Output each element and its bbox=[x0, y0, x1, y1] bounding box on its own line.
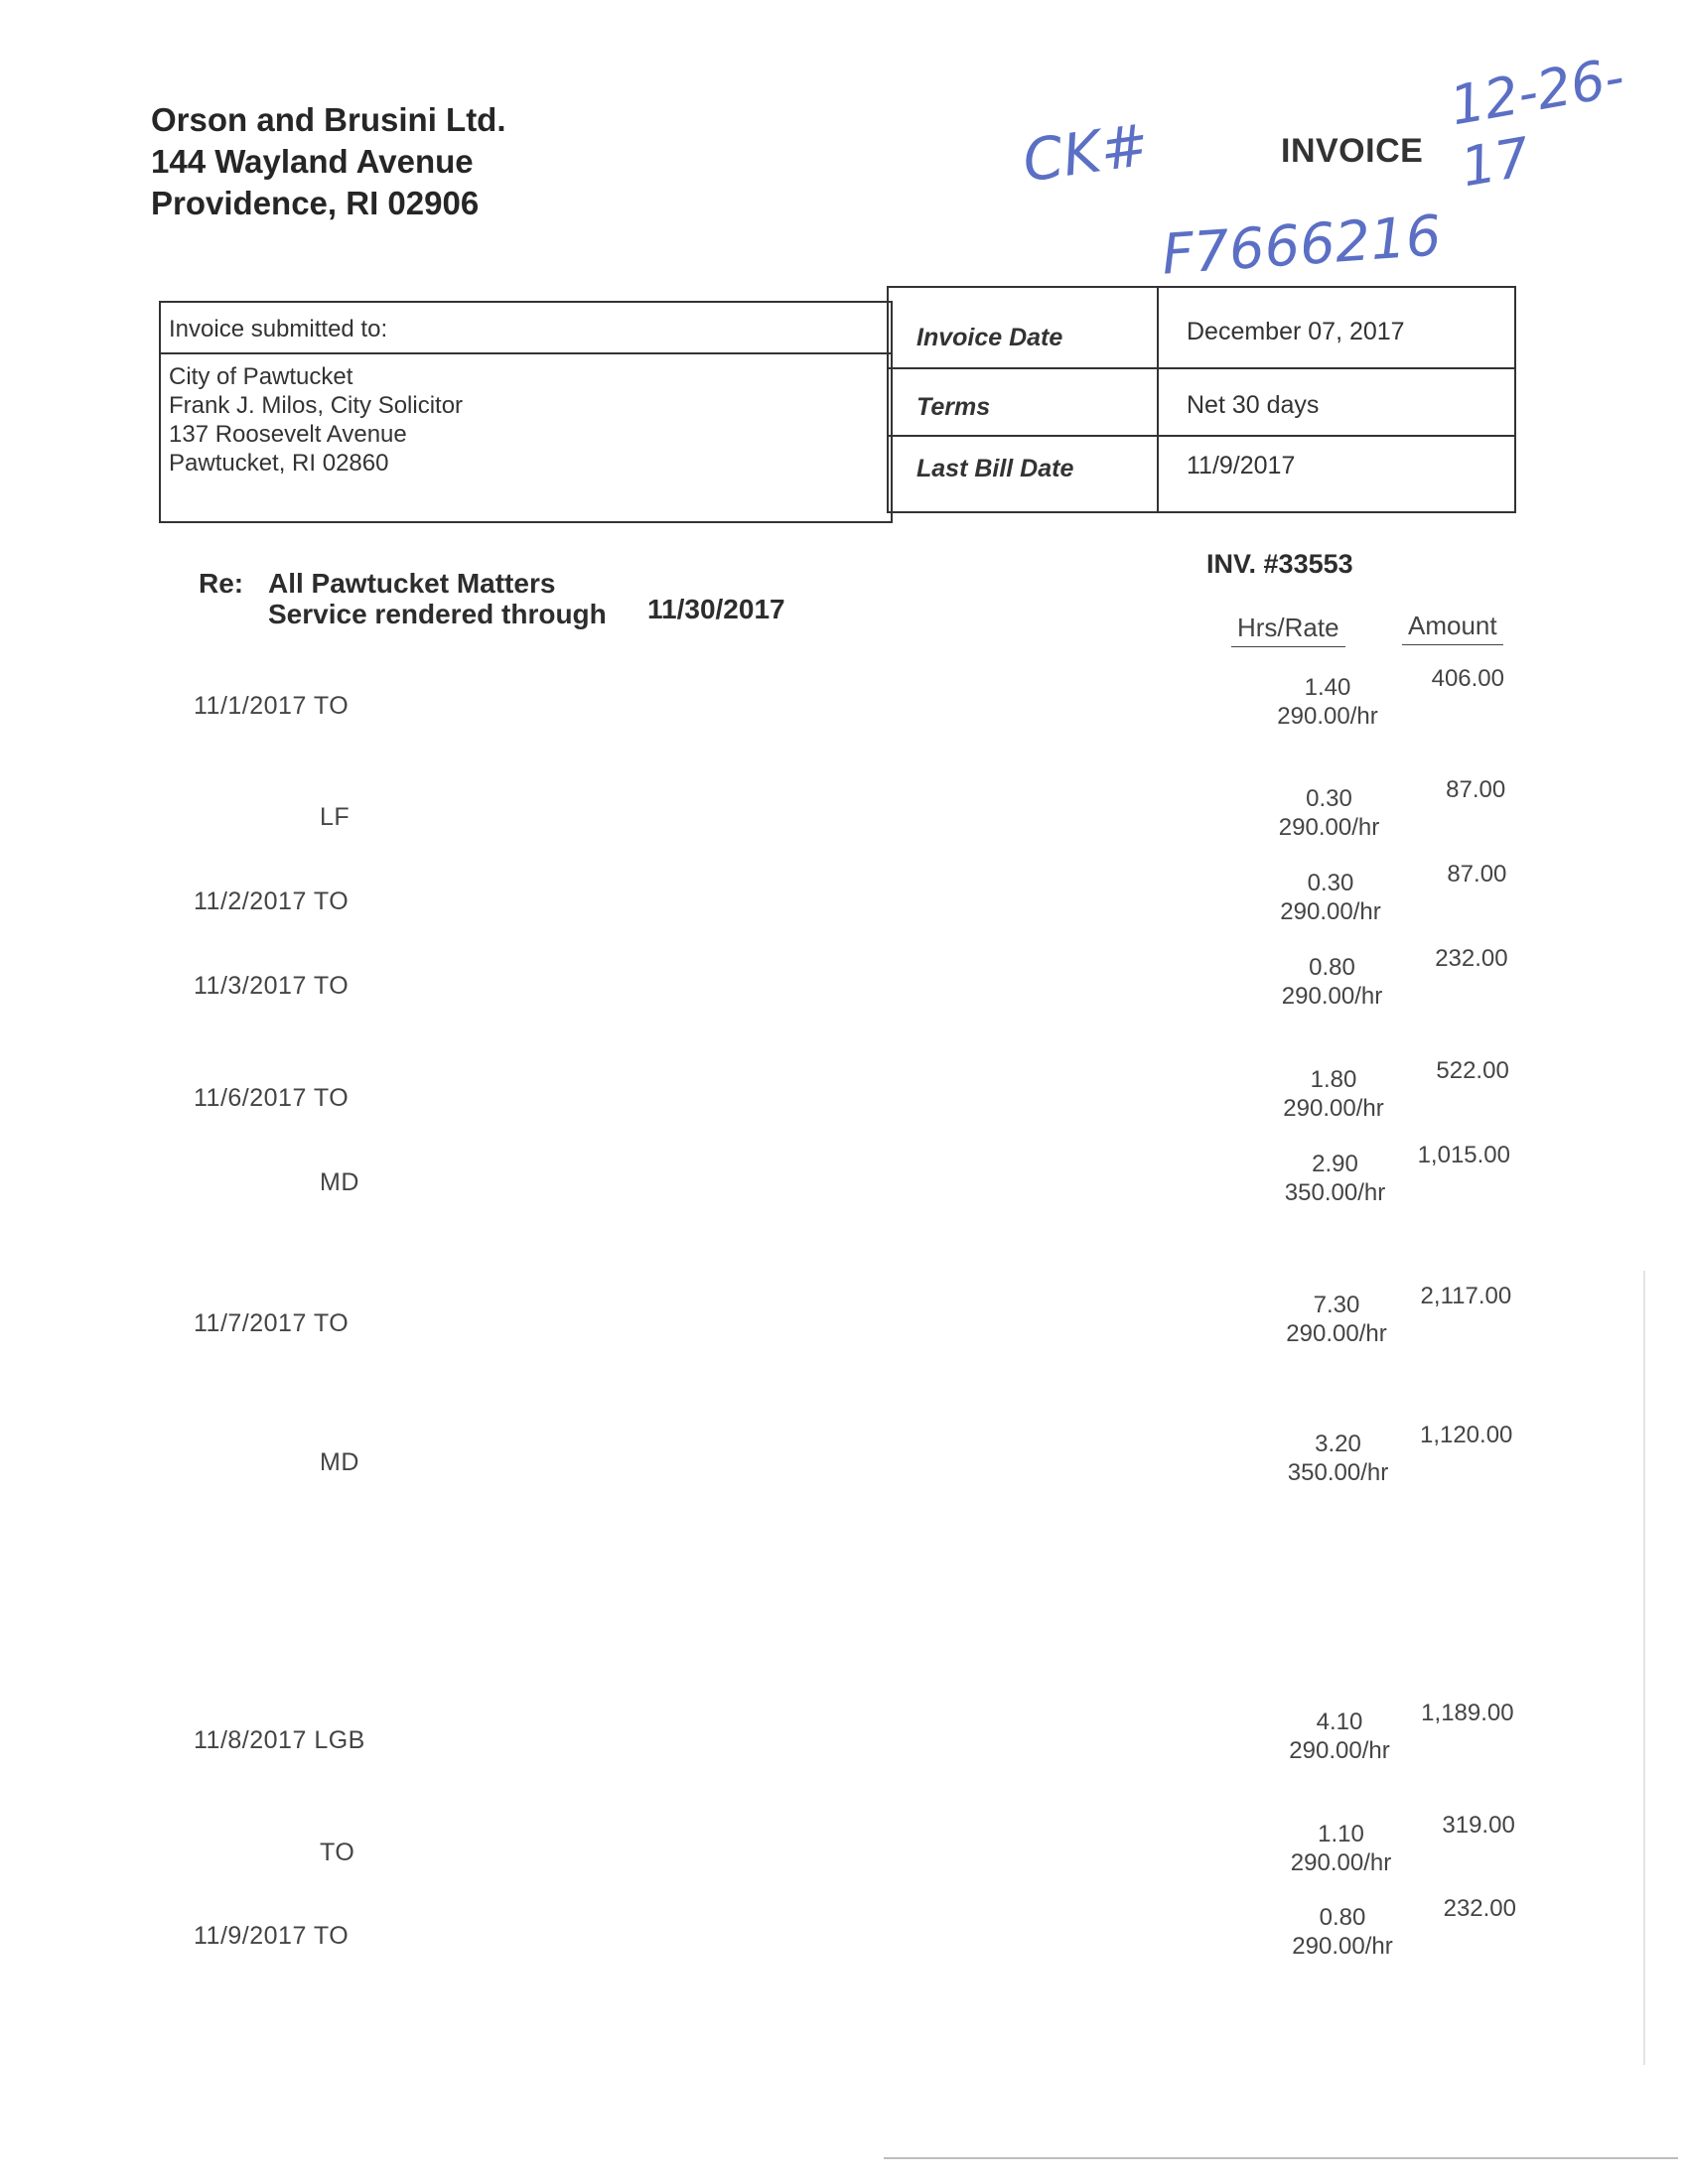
entry-date: 11/2/2017 bbox=[194, 887, 307, 915]
entry-attorney: TO bbox=[313, 1309, 350, 1337]
entry-amount: 522.00 bbox=[1436, 1057, 1509, 1084]
entry-date-attorney bbox=[320, 1448, 359, 1477]
entry-date-attorney bbox=[194, 1726, 365, 1755]
entry-amount: 319.00 bbox=[1442, 1812, 1515, 1839]
entry-amount: 87.00 bbox=[1447, 861, 1507, 887]
entry-hours: 0.80 bbox=[1319, 1904, 1366, 1931]
entry-date: 11/6/2017 bbox=[194, 1084, 307, 1112]
recipient-line-3: 137 Roosevelt Avenue bbox=[169, 421, 407, 448]
entry-date-attorney bbox=[320, 1839, 354, 1867]
entry-attorney: MD bbox=[320, 1168, 359, 1196]
entry-date-attorney bbox=[194, 1922, 349, 1951]
handwritten-ck: CK# bbox=[1018, 110, 1154, 196]
entry-rate: 290.00/hr bbox=[1280, 898, 1381, 925]
entry-date: 11/8/2017 bbox=[194, 1726, 307, 1754]
re-prefix: Re: bbox=[199, 568, 244, 599]
invoice-date-value: December 07, 2017 bbox=[1187, 318, 1405, 345]
entry-attorney: TO bbox=[313, 1922, 350, 1950]
firm-street: 144 Wayland Avenue bbox=[151, 143, 474, 180]
entry-date: 11/3/2017 bbox=[194, 972, 307, 1000]
entry-date-attorney bbox=[194, 1309, 349, 1338]
entry-date-attorney bbox=[194, 692, 349, 721]
handwritten-date: 12-26-17 bbox=[1445, 45, 1629, 200]
invoice-meta-box bbox=[887, 286, 1516, 513]
amount-header-text: Amount bbox=[1402, 611, 1503, 645]
divider bbox=[161, 352, 891, 354]
divider bbox=[889, 435, 1514, 437]
invoice-title: INVOICE bbox=[1281, 132, 1424, 170]
entry-hours: 1.10 bbox=[1318, 1821, 1364, 1847]
last-bill-date-value: 11/9/2017 bbox=[1187, 452, 1296, 479]
entry-rate: 290.00/hr bbox=[1278, 814, 1380, 841]
entry-attorney: LF bbox=[320, 803, 351, 831]
entry-hours: 7.30 bbox=[1313, 1292, 1360, 1318]
entry-rate: 350.00/hr bbox=[1287, 1459, 1389, 1486]
recipient-line-4: Pawtucket, RI 02860 bbox=[169, 450, 389, 477]
scan-edge bbox=[884, 2157, 1678, 2159]
entry-rate: 290.00/hr bbox=[1286, 1320, 1387, 1347]
entry-amount: 1,015.00 bbox=[1417, 1142, 1510, 1168]
service-rendered-date: 11/30/2017 bbox=[647, 594, 785, 624]
entry-hours: 1.40 bbox=[1304, 674, 1351, 701]
entry-rate: 290.00/hr bbox=[1292, 1933, 1393, 1960]
recipient-line-2: Frank J. Milos, City Solicitor bbox=[169, 392, 464, 419]
divider bbox=[889, 367, 1514, 369]
recipient-address bbox=[169, 362, 463, 478]
entry-amount: 406.00 bbox=[1431, 665, 1504, 692]
entry-hours: 0.80 bbox=[1309, 954, 1355, 981]
terms-label: Terms bbox=[916, 393, 991, 421]
entry-attorney: TO bbox=[320, 1839, 355, 1866]
entry-rate: 290.00/hr bbox=[1281, 983, 1383, 1010]
firm-city: Providence, RI 02906 bbox=[151, 185, 480, 221]
terms-value: Net 30 days bbox=[1187, 391, 1320, 419]
entry-rate: 290.00/hr bbox=[1277, 703, 1378, 730]
entry-amount: 232.00 bbox=[1443, 1895, 1516, 1922]
entry-date-attorney bbox=[320, 803, 350, 832]
entry-attorney: MD bbox=[320, 1448, 359, 1476]
firm-name: Orson and Brusini Ltd. bbox=[151, 101, 506, 138]
submitted-to-box bbox=[159, 301, 893, 523]
entry-amount: 87.00 bbox=[1446, 776, 1506, 803]
entry-date-attorney bbox=[194, 972, 349, 1001]
invoice-number: INV. #33553 bbox=[1206, 549, 1353, 579]
invoice-date-label: Invoice Date bbox=[916, 324, 1063, 351]
entry-amount: 1,189.00 bbox=[1421, 1700, 1514, 1726]
entry-hours: 3.20 bbox=[1315, 1431, 1361, 1457]
entry-attorney: LGB bbox=[314, 1726, 365, 1754]
handwritten-check-number: F7666216 bbox=[1160, 204, 1444, 288]
entry-hours: 0.30 bbox=[1307, 870, 1354, 896]
entry-hours: 0.30 bbox=[1306, 785, 1352, 812]
entry-date: 11/1/2017 bbox=[194, 692, 307, 720]
entry-date-attorney bbox=[194, 887, 349, 916]
amount-header bbox=[1402, 611, 1503, 641]
entry-hours: 1.80 bbox=[1310, 1066, 1357, 1093]
entry-rate: 350.00/hr bbox=[1284, 1179, 1386, 1206]
entry-rate: 290.00/hr bbox=[1289, 1737, 1390, 1764]
hrs-rate-header-text: Hrs/Rate bbox=[1231, 613, 1345, 647]
entry-hours: 2.90 bbox=[1312, 1151, 1358, 1177]
hrs-rate-header bbox=[1231, 613, 1345, 643]
entry-date-attorney bbox=[320, 1168, 359, 1197]
entry-hours: 4.10 bbox=[1316, 1708, 1363, 1735]
recipient-line-1: City of Pawtucket bbox=[169, 363, 353, 390]
entry-attorney: TO bbox=[313, 972, 350, 1000]
entry-amount: 2,117.00 bbox=[1420, 1283, 1512, 1309]
submitted-to-label: Invoice submitted to: bbox=[169, 316, 388, 342]
re-matter: All Pawtucket Matters bbox=[268, 568, 556, 599]
entry-date-attorney bbox=[194, 1084, 349, 1113]
meta-column-divider bbox=[1157, 288, 1159, 511]
entry-rate: 290.00/hr bbox=[1290, 1849, 1392, 1876]
service-rendered-label: Service rendered through bbox=[268, 599, 607, 629]
scan-edge bbox=[1643, 1271, 1645, 2065]
entry-rate: 290.00/hr bbox=[1283, 1095, 1384, 1122]
entry-attorney: TO bbox=[313, 692, 350, 720]
entry-attorney: TO bbox=[313, 887, 350, 915]
last-bill-date-label: Last Bill Date bbox=[916, 455, 1074, 482]
entry-attorney: TO bbox=[313, 1084, 350, 1112]
entry-amount: 232.00 bbox=[1435, 945, 1508, 972]
firm-header bbox=[151, 99, 506, 224]
entry-date: 11/9/2017 bbox=[194, 1922, 307, 1950]
entry-amount: 1,120.00 bbox=[1419, 1422, 1513, 1448]
entry-date: 11/7/2017 bbox=[194, 1309, 307, 1337]
